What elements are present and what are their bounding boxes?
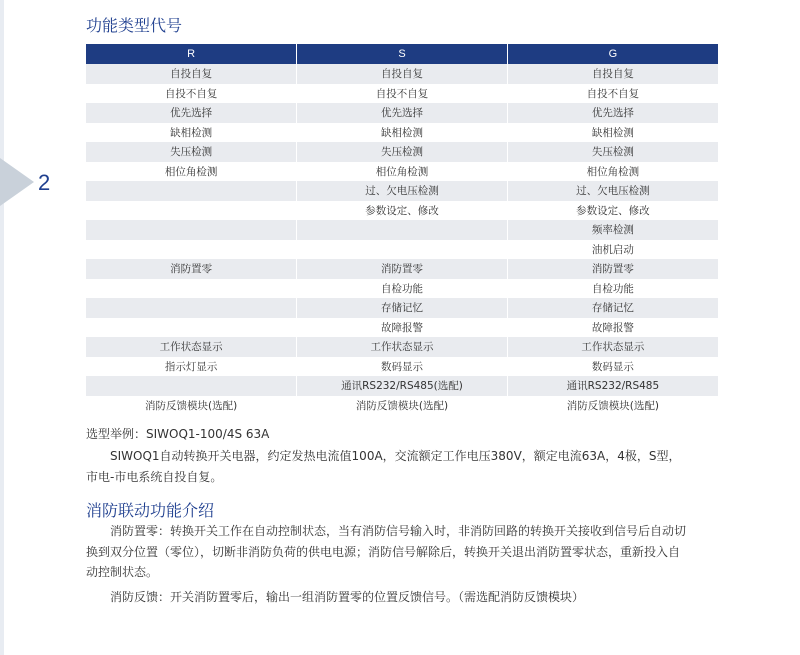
table-cell-s: 失压检测 (297, 142, 508, 162)
table-cell-g: 频率检测 (507, 220, 718, 240)
table-cell-s: 自投不自复 (297, 84, 508, 104)
table-row (86, 181, 718, 201)
table-cell-r: 指示灯显示 (86, 357, 297, 377)
table-cell-s: 工作状态显示 (297, 337, 508, 357)
table-cell-s: 自检功能 (297, 279, 508, 299)
table-cell-r: 自投不自复 (86, 84, 297, 104)
table-cell-s: 消防置零 (297, 259, 508, 279)
table-row (86, 162, 718, 182)
table-cell-r: 相位角检测 (86, 162, 297, 182)
table-row (86, 376, 718, 396)
table-cell-r (86, 279, 297, 299)
table-cell-g: 失压检测 (507, 142, 718, 162)
table-row (86, 103, 718, 123)
table-cell-g: 缺相检测 (507, 123, 718, 143)
table-cell-s: 通讯RS232/RS485(选配) (297, 376, 508, 396)
table-row (86, 357, 718, 377)
fire-zero-paragraph (86, 521, 716, 583)
table-cell-r (86, 220, 297, 240)
table-row (86, 240, 718, 260)
table-row (86, 259, 718, 279)
table-row (86, 318, 718, 338)
table-cell-r: 缺相检测 (86, 123, 297, 143)
selection-example-description (86, 446, 716, 487)
table-cell-r (86, 298, 297, 318)
table-cell-g: 自投自复 (507, 64, 718, 84)
table-cell-s: 过、欠电压检测 (297, 181, 508, 201)
table-cell-s: 相位角检测 (297, 162, 508, 182)
table-cell-s: 故障报警 (297, 318, 508, 338)
table-cell-g: 油机启动 (507, 240, 718, 260)
section-title-function-types: 功能类型代号 (86, 16, 183, 35)
column-header-r: R (86, 44, 297, 64)
table-cell-r: 优先选择 (86, 103, 297, 123)
section-title-fire-linkage: 消防联动功能介绍 (86, 501, 215, 520)
table-cell-g: 存储记忆 (507, 298, 718, 318)
table-cell-s: 存储记忆 (297, 298, 508, 318)
table-cell-r (86, 318, 297, 338)
table-cell-r (86, 376, 297, 396)
table-cell-g: 自检功能 (507, 279, 718, 299)
table-row (86, 64, 718, 84)
table-cell-g: 过、欠电压检测 (507, 181, 718, 201)
left-edge-bar (0, 0, 4, 655)
table-cell-s: 消防反馈模块(选配) (297, 396, 508, 416)
table-row (86, 201, 718, 221)
table-row (86, 84, 718, 104)
table-cell-g: 相位角检测 (507, 162, 718, 182)
table-cell-r (86, 181, 297, 201)
example-line-2: 市电-市电系统自投自复。 (86, 469, 223, 484)
function-type-table (86, 44, 718, 415)
table-cell-s: 数码显示 (297, 357, 508, 377)
table-cell-s: 优先选择 (297, 103, 508, 123)
side-tab-arrow (0, 158, 34, 206)
table-cell-s: 自投自复 (297, 64, 508, 84)
table-cell-s: 参数设定、修改 (297, 201, 508, 221)
fire-zero-line-2: 换到双分位置（零位），切断非消防负荷的供电电源；消防信号解除后，转换开关退出消防置零状态，重新投入自 (86, 544, 681, 559)
table-cell-g: 参数设定、修改 (507, 201, 718, 221)
table-cell-g: 消防置零 (507, 259, 718, 279)
table-cell-g: 故障报警 (507, 318, 718, 338)
table-cell-g: 优先选择 (507, 103, 718, 123)
table-row (86, 337, 718, 357)
table-cell-r: 失压检测 (86, 142, 297, 162)
table-cell-r (86, 201, 297, 221)
table-cell-g: 消防反馈模块(选配) (507, 396, 718, 416)
table-cell-g: 自投不自复 (507, 84, 718, 104)
table-row (86, 142, 718, 162)
table-cell-s: 缺相检测 (297, 123, 508, 143)
table-cell-g: 数码显示 (507, 357, 718, 377)
table-row (86, 220, 718, 240)
table-body (86, 64, 718, 415)
selection-example-label: 选型举例：SIWOQ1-100/4S 63A (86, 427, 270, 441)
table-row (86, 123, 718, 143)
table-cell-r (86, 240, 297, 260)
fire-zero-line-1: 消防置零：转换开关工作在自动控制状态，当有消防信号输入时，非消防回路的转换开关接收到信号后自动切 (86, 524, 687, 538)
table-row (86, 298, 718, 318)
table-cell-r: 消防反馈模块(选配) (86, 396, 297, 416)
column-header-s: S (297, 44, 508, 64)
fire-feedback-paragraph: 消防反馈：开关消防置零后，输出一组消防置零的位置反馈信号。（需选配消防反馈模块） (86, 590, 585, 604)
side-tab-number: 2 (38, 170, 51, 195)
table-cell-s (297, 220, 508, 240)
table-cell-r: 消防置零 (86, 259, 297, 279)
table-cell-r: 工作状态显示 (86, 337, 297, 357)
table-row (86, 396, 718, 416)
table-header-row (86, 44, 718, 64)
fire-zero-line-3: 动控制状态。 (86, 565, 159, 579)
table-row (86, 279, 718, 299)
table-cell-s (297, 240, 508, 260)
column-header-g: G (507, 44, 718, 64)
table-cell-g: 工作状态显示 (507, 337, 718, 357)
table-cell-r: 自投自复 (86, 64, 297, 84)
table-cell-g: 通讯RS232/RS485 (507, 376, 718, 396)
example-line-1: SIWOQ1自动转换开关电器，约定发热电流值100A，交流额定工作电压380V，额定电流63A，4极，S型， (86, 449, 681, 463)
